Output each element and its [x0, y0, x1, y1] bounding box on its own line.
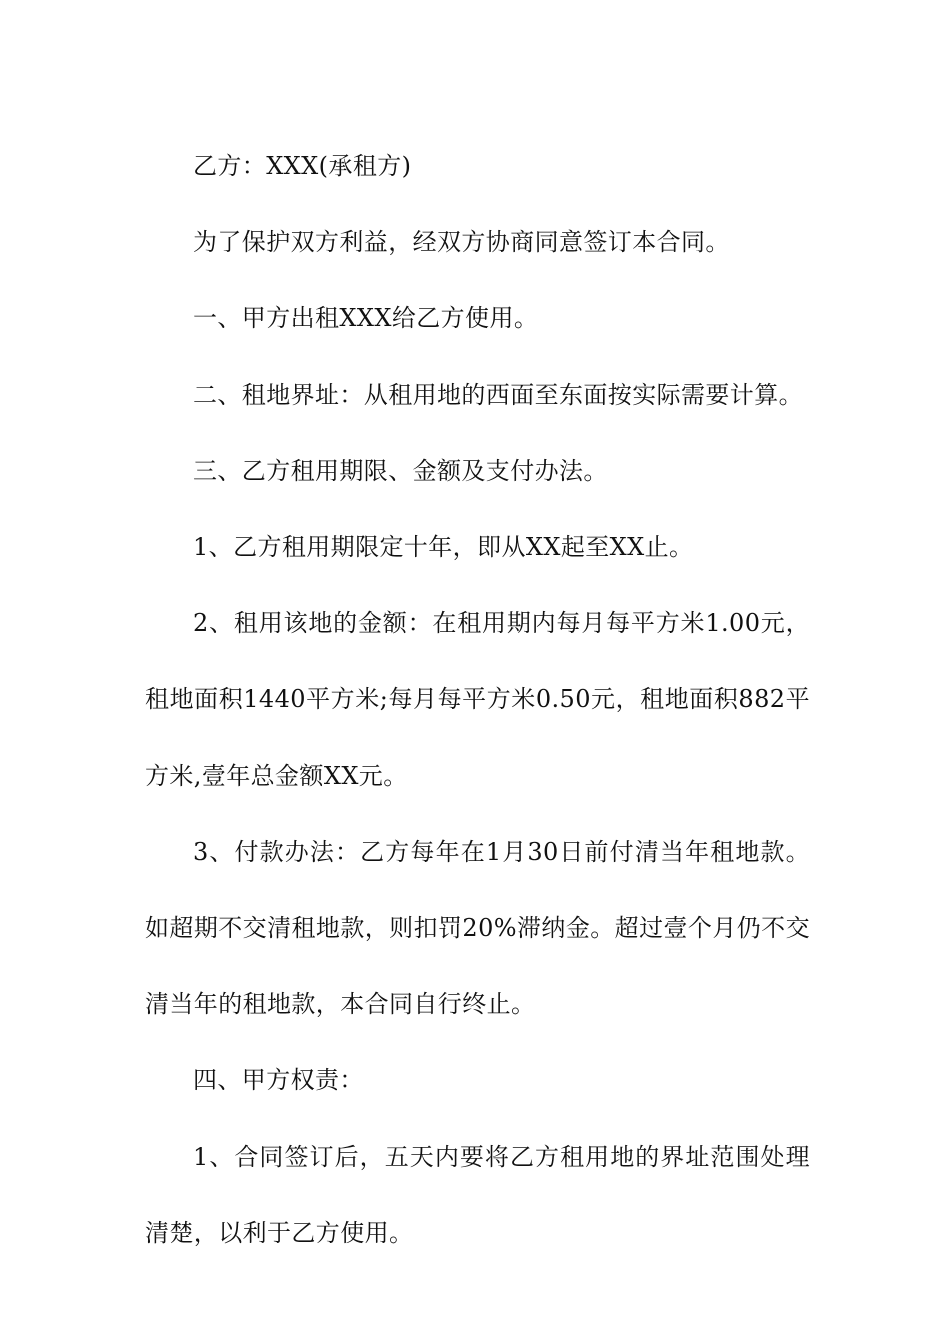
clause-4-heading: 四、甲方权责：: [193, 1066, 364, 1095]
clause-3-heading: 三、乙方租用期限、金额及支付办法。: [193, 456, 608, 485]
clause-3-item-3-payment-method: 3、付款办法：乙方每年在1月30日前付清当年租地款。如超期不交清租地款，则扣罚20%滞纳金。超过壹个月仍不交清当年的租地款，本合同自行终止。: [145, 837, 810, 1019]
clause-3-item-1-lease-term: 1、乙方租用期限定十年，即从XX起至XX止。: [193, 533, 694, 562]
clause-4-item-1-boundary-clearance: 1、合同签订后，五天内要将乙方租用地的界址范围处理清楚，以利于乙方使用。: [145, 1142, 810, 1247]
clause-2-land-boundary: 二、租地界址：从租用地的西面至东面按实际需要计算。: [193, 380, 803, 409]
clause-3-item-2-rent-amount: 2、租用该地的金额：在租用期内每月每平方米1.00元，租地面积1440平方米;每月每平方米0.50元，租地面积882平方米,壹年总金额XX元。: [145, 609, 810, 790]
document-body: [145, 128, 810, 1271]
party-b-line: 乙方：XXX(承租方): [193, 152, 412, 180]
clause-1-lease-subject: 一、甲方出租XXX给乙方使用。: [193, 304, 539, 333]
contract-purpose-paragraph: 为了保护双方利益，经双方协商同意签订本合同。: [193, 228, 730, 257]
